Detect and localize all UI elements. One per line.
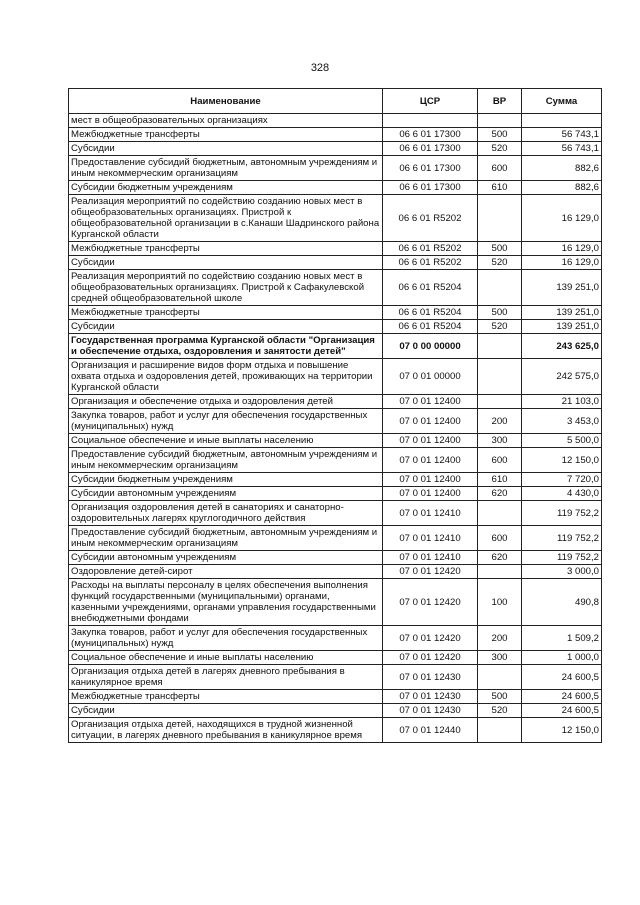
row-vr-cell (478, 195, 522, 242)
row-sum-cell: 56 743,1 (522, 142, 602, 156)
row-name-cell: Организация и расширение видов форм отдыха и повышение охвата отдыха и оздоровления детей, проживающих на территории Курганской области (69, 359, 383, 395)
header-sum: Сумма (522, 89, 602, 114)
row-csr-cell: 07 0 01 12400 (383, 409, 478, 434)
row-sum-cell: 882,6 (522, 156, 602, 181)
row-sum-cell: 24 600,5 (522, 665, 602, 690)
row-vr-cell: 500 (478, 306, 522, 320)
row-sum-cell: 882,6 (522, 181, 602, 195)
row-vr-cell: 520 (478, 320, 522, 334)
row-name-cell: Субсидии бюджетным учреждениям (69, 473, 383, 487)
table-row (69, 142, 602, 156)
table-row (69, 526, 602, 551)
table-row (69, 359, 602, 395)
row-sum-cell: 16 129,0 (522, 195, 602, 242)
row-csr-cell: 07 0 01 12430 (383, 690, 478, 704)
table-row (69, 195, 602, 242)
row-vr-cell (478, 334, 522, 359)
row-csr-cell: 06 6 01 R5202 (383, 242, 478, 256)
row-vr-cell: 200 (478, 626, 522, 651)
row-csr-cell: 07 0 01 12440 (383, 718, 478, 743)
row-csr-cell: 07 0 01 12420 (383, 579, 478, 626)
row-csr-cell: 06 6 01 R5202 (383, 256, 478, 270)
row-vr-cell (478, 665, 522, 690)
row-vr-cell: 300 (478, 651, 522, 665)
row-csr-cell: 07 0 01 12410 (383, 501, 478, 526)
row-csr-cell: 07 0 01 12400 (383, 487, 478, 501)
row-vr-cell (478, 501, 522, 526)
row-vr-cell: 100 (478, 579, 522, 626)
row-vr-cell: 620 (478, 551, 522, 565)
row-vr-cell (478, 565, 522, 579)
table-row (69, 626, 602, 651)
row-csr-cell: 06 6 01 R5204 (383, 270, 478, 306)
row-name-cell: Закупка товаров, работ и услуг для обеспечения государственных (муниципальных) нужд (69, 409, 383, 434)
row-csr-cell: 07 0 00 00000 (383, 334, 478, 359)
row-sum-cell: 12 150,0 (522, 718, 602, 743)
row-vr-cell: 600 (478, 448, 522, 473)
row-csr-cell: 06 6 01 R5204 (383, 320, 478, 334)
row-name-cell: Предоставление субсидий бюджетным, автономным учреждениям и иным некоммерческим организациям (69, 448, 383, 473)
table-row (69, 551, 602, 565)
row-name-cell: Реализация мероприятий по содействию созданию новых мест в общеобразовательных организациях. Пристрой к Сафакулевской средней общеобразовательной школе (69, 270, 383, 306)
table-row (69, 306, 602, 320)
header-name: Наименование (69, 89, 383, 114)
row-name-cell: мест в общеобразовательных организациях (69, 114, 383, 128)
row-csr-cell: 07 0 01 12400 (383, 473, 478, 487)
table-row (69, 242, 602, 256)
row-sum-cell: 5 500,0 (522, 434, 602, 448)
row-sum-cell: 139 251,0 (522, 320, 602, 334)
row-name-cell: Организация оздоровления детей в санаториях и санаторно-оздоровительных лагерях круглогодичного действия (69, 501, 383, 526)
table-row (69, 114, 602, 128)
row-vr-cell: 610 (478, 181, 522, 195)
row-name-cell: Субсидии (69, 142, 383, 156)
row-sum-cell: 16 129,0 (522, 256, 602, 270)
row-vr-cell: 520 (478, 142, 522, 156)
row-name-cell: Организация и обеспечение отдыха и оздоровления детей (69, 395, 383, 409)
row-csr-cell: 07 0 01 12400 (383, 434, 478, 448)
row-name-cell: Субсидии автономным учреждениям (69, 487, 383, 501)
row-name-cell: Субсидии бюджетным учреждениям (69, 181, 383, 195)
row-csr-cell: 07 0 01 12420 (383, 565, 478, 579)
row-name-cell: Субсидии (69, 256, 383, 270)
row-sum-cell: 119 752,2 (522, 501, 602, 526)
row-sum-cell: 243 625,0 (522, 334, 602, 359)
row-name-cell: Межбюджетные трансферты (69, 128, 383, 142)
row-csr-cell: 07 0 01 00000 (383, 359, 478, 395)
row-vr-cell (478, 718, 522, 743)
row-vr-cell (478, 395, 522, 409)
row-csr-cell: 07 0 01 12410 (383, 526, 478, 551)
row-name-cell: Социальное обеспечение и иные выплаты населению (69, 434, 383, 448)
budget-table (68, 88, 602, 743)
row-sum-cell: 12 150,0 (522, 448, 602, 473)
table-row (69, 487, 602, 501)
row-vr-cell (478, 270, 522, 306)
row-sum-cell: 242 575,0 (522, 359, 602, 395)
table-row (69, 256, 602, 270)
header-csr: ЦСР (383, 89, 478, 114)
row-csr-cell: 07 0 01 12410 (383, 551, 478, 565)
row-vr-cell: 500 (478, 690, 522, 704)
row-name-cell: Предоставление субсидий бюджетным, автономным учреждениям и иным некоммерческим организациям (69, 526, 383, 551)
table-row (69, 334, 602, 359)
row-csr-cell: 06 6 01 17300 (383, 142, 478, 156)
row-vr-cell (478, 359, 522, 395)
table-row (69, 579, 602, 626)
row-sum-cell: 21 103,0 (522, 395, 602, 409)
row-name-cell: Государственная программа Курганской области "Организация и обеспечение отдыха, оздоровления и занятости детей" (69, 334, 383, 359)
table-row (69, 718, 602, 743)
row-sum-cell: 1 509,2 (522, 626, 602, 651)
row-csr-cell: 06 6 01 17300 (383, 181, 478, 195)
row-vr-cell: 600 (478, 526, 522, 551)
row-name-cell: Субсидии (69, 320, 383, 334)
row-vr-cell: 520 (478, 704, 522, 718)
row-name-cell: Межбюджетные трансферты (69, 242, 383, 256)
row-csr-cell: 06 6 01 17300 (383, 128, 478, 142)
row-csr-cell: 07 0 01 12400 (383, 395, 478, 409)
row-name-cell: Предоставление субсидий бюджетным, автономным учреждениям и иным некоммерческим организациям (69, 156, 383, 181)
row-vr-cell: 500 (478, 242, 522, 256)
row-sum-cell: 16 129,0 (522, 242, 602, 256)
table-row (69, 395, 602, 409)
table-row (69, 320, 602, 334)
table-row (69, 665, 602, 690)
row-sum-cell: 1 000,0 (522, 651, 602, 665)
row-csr-cell: 07 0 01 12400 (383, 448, 478, 473)
row-csr-cell (383, 114, 478, 128)
row-sum-cell: 3 453,0 (522, 409, 602, 434)
table-row (69, 270, 602, 306)
row-csr-cell: 07 0 01 12430 (383, 704, 478, 718)
row-sum-cell: 119 752,2 (522, 551, 602, 565)
table-row (69, 473, 602, 487)
row-name-cell: Межбюджетные трансферты (69, 690, 383, 704)
table-row (69, 409, 602, 434)
table-row (69, 181, 602, 195)
table-row (69, 501, 602, 526)
row-sum-cell: 4 430,0 (522, 487, 602, 501)
table-row (69, 565, 602, 579)
row-name-cell: Социальное обеспечение и иные выплаты населению (69, 651, 383, 665)
table-row (69, 448, 602, 473)
row-sum-cell: 3 000,0 (522, 565, 602, 579)
row-sum-cell: 24 600,5 (522, 690, 602, 704)
table-row (69, 651, 602, 665)
row-csr-cell: 07 0 01 12420 (383, 651, 478, 665)
row-vr-cell: 200 (478, 409, 522, 434)
row-vr-cell (478, 114, 522, 128)
row-vr-cell: 520 (478, 256, 522, 270)
row-name-cell: Расходы на выплаты персоналу в целях обеспечения выполнения функций государственными (муниципальными) органами, казенными учреждениями, органами управления государственными внебюджетными фондами (69, 579, 383, 626)
row-sum-cell: 7 720,0 (522, 473, 602, 487)
row-sum-cell: 56 743,1 (522, 128, 602, 142)
row-vr-cell: 500 (478, 128, 522, 142)
row-sum-cell: 139 251,0 (522, 306, 602, 320)
row-csr-cell: 07 0 01 12420 (383, 626, 478, 651)
header-vr: ВР (478, 89, 522, 114)
table-row (69, 704, 602, 718)
row-name-cell: Закупка товаров, работ и услуг для обеспечения государственных (муниципальных) нужд (69, 626, 383, 651)
row-vr-cell: 300 (478, 434, 522, 448)
row-sum-cell: 139 251,0 (522, 270, 602, 306)
row-name-cell: Реализация мероприятий по содействию созданию новых мест в общеобразовательных организациях. Пристрой к общеобразовательной организации в с.Канаши Шадринского района Курганской области (69, 195, 383, 242)
table-row (69, 128, 602, 142)
row-name-cell: Организация отдыха детей, находящихся в трудной жизненной ситуации, в лагерях дневного пребывания в каникулярное время (69, 718, 383, 743)
row-vr-cell: 620 (478, 487, 522, 501)
row-name-cell: Субсидии (69, 704, 383, 718)
row-vr-cell: 610 (478, 473, 522, 487)
row-csr-cell: 06 6 01 R5202 (383, 195, 478, 242)
row-sum-cell: 490,8 (522, 579, 602, 626)
table-row (69, 156, 602, 181)
row-name-cell: Оздоровление детей-сирот (69, 565, 383, 579)
row-csr-cell: 07 0 01 12430 (383, 665, 478, 690)
row-name-cell: Организация отдыха детей в лагерях дневного пребывания в каникулярное время (69, 665, 383, 690)
table-header-row (69, 89, 602, 114)
row-csr-cell: 06 6 01 R5204 (383, 306, 478, 320)
row-name-cell: Межбюджетные трансферты (69, 306, 383, 320)
table-row (69, 434, 602, 448)
row-sum-cell (522, 114, 602, 128)
row-csr-cell: 06 6 01 17300 (383, 156, 478, 181)
page-number: 328 (310, 62, 330, 74)
table-row (69, 690, 602, 704)
row-name-cell: Субсидии автономным учреждениям (69, 551, 383, 565)
row-sum-cell: 24 600,5 (522, 704, 602, 718)
row-sum-cell: 119 752,2 (522, 526, 602, 551)
row-vr-cell: 600 (478, 156, 522, 181)
